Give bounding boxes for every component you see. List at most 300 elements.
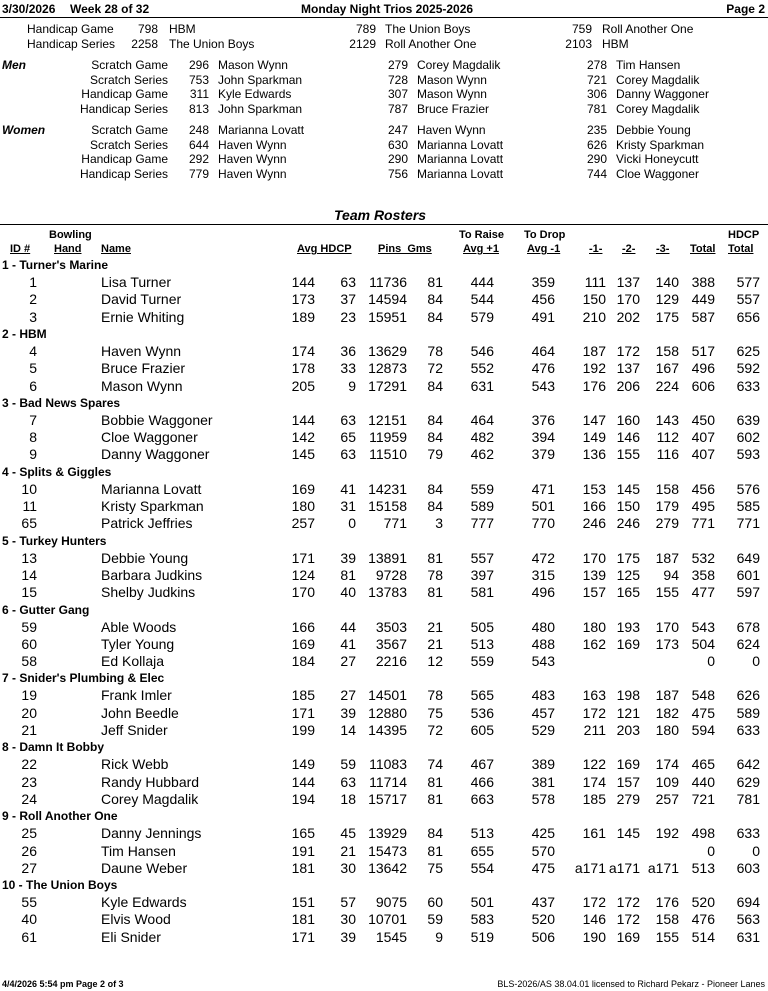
bowler-row	[0, 929, 768, 946]
game-3-score: 109	[655, 773, 679, 790]
bowler-pins: 3567	[375, 635, 407, 652]
col-game-2: -2-	[622, 243, 636, 255]
high-score-name: Marianna Lovatt	[417, 152, 504, 166]
to-drop-value: 389	[531, 756, 555, 773]
bowler-pins: 9728	[375, 566, 407, 583]
bowler-row	[0, 843, 768, 860]
bowler-row	[0, 860, 768, 877]
handicap-total: 639	[736, 411, 760, 428]
handicap-total: 0	[752, 653, 760, 670]
men-section-label: Men	[2, 58, 26, 72]
bowler-id: 24	[21, 790, 37, 807]
game-3-score: 158	[655, 911, 679, 928]
game-3-score: 192	[655, 825, 679, 842]
col-to-drop: To Drop	[524, 229, 566, 241]
series-total: 407	[691, 446, 715, 463]
col-to-raise-sub: Avg +1	[463, 243, 499, 255]
col-game-1: -1-	[589, 243, 603, 255]
to-raise-value: 581	[470, 584, 494, 601]
high-score-value: 290	[387, 152, 408, 166]
handicap-total: 563	[736, 911, 760, 928]
bowler-handicap: 63	[340, 274, 356, 290]
bowler-row	[0, 446, 768, 463]
bowler-name: Mason Wynn	[101, 377, 183, 394]
bowler-pins: 1545	[375, 928, 407, 945]
to-raise-value: 519	[470, 928, 494, 945]
handicap-total: 631	[736, 928, 760, 945]
to-raise-value: 536	[470, 704, 494, 721]
bowler-name: Danny Waggoner	[101, 446, 210, 463]
game-3-score: 279	[655, 515, 679, 532]
bowler-average: 169	[291, 480, 315, 497]
handicap-total: 557	[736, 291, 760, 308]
bowler-row	[0, 636, 768, 653]
game-1-score: 246	[582, 515, 606, 532]
col-avg-hdcp: Avg HDCP	[297, 243, 352, 255]
game-3-score: 158	[655, 342, 679, 359]
high-score-name: Roll Another One	[602, 22, 694, 36]
high-score-name: Mason Wynn	[417, 72, 487, 87]
high-score-name: Corey Magdalik	[616, 101, 700, 116]
bowler-row	[0, 515, 768, 532]
high-score-name: John Sparkman	[218, 101, 303, 116]
bowler-average: 178	[291, 360, 315, 377]
high-score-value: 278	[586, 58, 607, 72]
game-2-score: 169	[616, 635, 640, 652]
bowler-row	[0, 791, 768, 808]
bowler-pins: 9075	[375, 894, 407, 911]
bowler-pins: 13929	[368, 825, 407, 842]
high-score-label: Scratch Game	[91, 58, 168, 72]
bowler-average: 124	[291, 566, 315, 583]
bowler-average: 142	[291, 429, 315, 446]
bowler-row	[0, 584, 768, 601]
bowler-average: 189	[291, 308, 315, 325]
game-2-score: 198	[616, 687, 640, 704]
high-score-name: Corey Magdalik	[417, 58, 501, 72]
handicap-total: 597	[736, 584, 760, 601]
bowler-average: 165	[291, 825, 315, 842]
bowler-games: 9	[435, 928, 443, 945]
high-score-name: Marianna Lovatt	[417, 166, 504, 181]
bowler-id: 8	[29, 429, 37, 446]
bowler-row	[0, 309, 768, 326]
bowler-row	[0, 825, 768, 842]
high-score-value: 644	[188, 137, 209, 152]
high-score-value: 798	[137, 22, 158, 36]
bowler-row	[0, 653, 768, 670]
bowler-row	[0, 774, 768, 791]
bowler-id: 6	[29, 377, 37, 394]
bowler-id: 40	[21, 911, 37, 928]
game-3-score: 155	[655, 584, 679, 601]
game-3-score: a171	[647, 859, 679, 876]
high-score-label: Handicap Series	[79, 166, 168, 181]
game-2-score: 203	[616, 722, 640, 738]
game-1-score: 153	[582, 480, 606, 497]
bowler-games: 75	[427, 859, 443, 876]
col-id: ID #	[10, 243, 31, 255]
game-1-score: 180	[582, 618, 606, 635]
team-header: 6 - Gutter Gang	[2, 602, 90, 617]
bowler-handicap: 39	[340, 928, 356, 945]
bowler-handicap: 44	[340, 618, 356, 635]
game-3-score: 257	[655, 790, 679, 807]
series-total: 520	[691, 894, 715, 911]
to-drop-value: 425	[531, 825, 555, 842]
to-raise-value: 466	[470, 773, 494, 790]
bowler-name: Haven Wynn	[101, 342, 182, 359]
bowler-handicap: 41	[340, 635, 356, 652]
high-score-value: 290	[586, 152, 607, 166]
high-score-value: 728	[387, 72, 408, 87]
game-1-score: 147	[582, 411, 606, 428]
game-1-score: 185	[582, 790, 606, 807]
bowler-games: 84	[427, 308, 443, 325]
high-score-value: 307	[387, 87, 408, 101]
bowler-handicap: 37	[340, 291, 356, 308]
high-score-name: Debbie Young	[616, 123, 691, 137]
league-name: Monday Night Trios 2025-2026	[301, 2, 474, 16]
to-drop-value: 501	[531, 498, 555, 514]
bowler-id: 58	[21, 653, 37, 670]
to-drop-value: 475	[531, 859, 555, 876]
bowler-name: Cloe Waggoner	[101, 429, 198, 446]
bowler-id: 21	[21, 722, 37, 738]
bowler-row	[0, 894, 768, 911]
bowler-name: Jeff Snider	[101, 722, 168, 738]
bowler-pins: 11083	[369, 756, 407, 773]
bowler-handicap: 0	[348, 515, 356, 532]
women-section-label: Women	[2, 123, 46, 137]
bowler-row	[0, 378, 768, 395]
col-name: Name	[101, 243, 131, 255]
game-1-score: 139	[582, 566, 606, 583]
game-2-score: 172	[616, 911, 640, 928]
to-raise-value: 655	[470, 842, 494, 859]
high-score-name: HBM	[169, 22, 196, 36]
bowler-handicap: 23	[340, 308, 356, 325]
bowler-name: Bobbie Waggoner	[101, 411, 213, 428]
bowler-handicap: 30	[340, 859, 356, 876]
bowler-id: 55	[21, 894, 37, 911]
bowler-pins: 15473	[368, 842, 407, 859]
bowler-pins: 11736	[369, 274, 407, 290]
bowler-row	[0, 412, 768, 429]
to-drop-value: 543	[531, 653, 555, 670]
to-raise-value: 777	[470, 515, 494, 532]
bowler-games: 81	[427, 842, 443, 859]
game-1-score: 166	[582, 498, 606, 514]
bowler-games: 21	[427, 618, 443, 635]
bowler-handicap: 33	[340, 360, 356, 377]
bowler-pins: 10701	[368, 911, 407, 928]
handicap-total: 585	[736, 498, 760, 514]
bowler-handicap: 31	[340, 498, 356, 514]
bowler-games: 78	[427, 342, 443, 359]
high-score-name: Haven Wynn	[218, 152, 287, 166]
game-2-score: 165	[616, 584, 640, 601]
to-drop-value: 496	[531, 584, 555, 601]
series-total: 606	[691, 377, 715, 394]
handicap-total: 577	[736, 274, 760, 290]
bowler-average: 194	[291, 790, 315, 807]
footer-license: BLS-2026/AS 38.04.01 licensed to Richard Pekarz - Pioneer Lanes	[497, 979, 765, 989]
bowler-id: 11	[22, 498, 37, 514]
game-3-score: 94	[663, 566, 679, 583]
bowler-average: 174	[291, 342, 315, 359]
game-1-score: 187	[582, 342, 606, 359]
bowler-average: 173	[291, 291, 315, 308]
to-raise-value: 546	[470, 342, 494, 359]
handicap-total: 694	[736, 894, 760, 911]
high-score-value: 292	[188, 152, 209, 166]
game-2-score: 169	[616, 928, 640, 945]
to-drop-value: 529	[531, 722, 555, 738]
team-header: 1 - Turner's Marine	[2, 258, 108, 272]
bowler-pins: 14594	[368, 291, 407, 308]
bowler-name: Randy Hubbard	[101, 773, 200, 790]
game-3-score: 187	[655, 687, 679, 704]
bowler-games: 81	[427, 549, 443, 566]
game-1-score: 192	[582, 360, 606, 377]
bowler-handicap: 27	[340, 687, 356, 704]
to-drop-value: 483	[531, 687, 555, 704]
bowler-average: 169	[291, 635, 315, 652]
team-header: 4 - Splits & Giggles	[2, 464, 112, 479]
game-2-score: 170	[616, 291, 640, 308]
handicap-total: 626	[736, 687, 760, 704]
bowler-games: 84	[427, 377, 443, 394]
bowler-pins: 3503	[375, 618, 407, 635]
game-1-score: 190	[582, 928, 606, 945]
bowler-games: 81	[427, 773, 443, 790]
bowler-average: 199	[291, 722, 315, 738]
bowler-id: 14	[21, 566, 37, 583]
game-2-score: 172	[616, 342, 640, 359]
bowler-games: 60	[427, 894, 443, 911]
bowler-games: 84	[427, 825, 443, 842]
to-drop-value: 456	[531, 291, 555, 308]
high-score-label: Handicap Game	[27, 22, 114, 36]
handicap-total: 592	[736, 360, 760, 377]
bowler-average: 180	[291, 498, 315, 514]
high-score-value: 2103	[565, 36, 592, 51]
series-total: 388	[691, 274, 715, 290]
bowler-id: 5	[29, 360, 37, 377]
to-drop-value: 770	[531, 515, 555, 532]
game-2-score: 160	[616, 411, 640, 428]
to-raise-value: 554	[470, 859, 494, 876]
bowler-id: 19	[21, 687, 37, 704]
to-drop-value: 394	[531, 429, 555, 446]
series-total: 358	[691, 566, 715, 583]
game-2-score: 157	[616, 773, 640, 790]
game-1-score: 174	[582, 773, 606, 790]
bowler-name: Barbara Judkins	[101, 566, 203, 583]
bowler-average: 144	[291, 773, 315, 790]
high-score-name: Tim Hansen	[616, 58, 681, 72]
bowler-average: 181	[291, 911, 315, 928]
high-score-value: 296	[188, 58, 209, 72]
series-total: 407	[691, 429, 715, 446]
high-score-value: 789	[355, 22, 376, 36]
footer-timestamp: 4/4/2026 5:54 pm Page 2 of 3	[2, 979, 124, 989]
series-total: 450	[691, 411, 715, 428]
bowler-handicap: 40	[340, 584, 356, 601]
bowler-name: Daune Weber	[101, 859, 188, 876]
bowler-pins: 15158	[368, 498, 407, 514]
high-score-name: HBM	[602, 36, 629, 51]
bowler-name: Ernie Whiting	[101, 308, 185, 325]
bowler-id: 7	[29, 411, 37, 428]
bowler-handicap: 39	[340, 549, 356, 566]
bowler-handicap: 41	[340, 480, 356, 497]
high-score-label: Handicap Game	[81, 152, 168, 166]
col-game-3: -3-	[656, 243, 670, 255]
bowler-id: 1	[29, 274, 37, 290]
high-score-name: The Union Boys	[169, 36, 255, 51]
series-total: 476	[691, 911, 715, 928]
game-1-score: 163	[582, 687, 606, 704]
header-rule	[0, 17, 768, 18]
bowler-id: 61	[21, 928, 37, 945]
high-score-value: 779	[188, 166, 209, 181]
game-1-score: 111	[584, 274, 606, 290]
high-score-value: 2258	[131, 36, 158, 51]
high-score-value: 744	[586, 166, 607, 181]
game-2-score: 175	[616, 549, 640, 566]
series-total: 514	[691, 928, 715, 945]
game-3-score: 182	[655, 704, 679, 721]
handicap-total: 642	[736, 756, 760, 773]
to-drop-value: 543	[531, 377, 555, 394]
bowler-row	[0, 911, 768, 928]
game-3-score: 180	[655, 722, 679, 738]
bowler-name: Danny Jennings	[101, 825, 202, 842]
bowler-pins: 13783	[368, 584, 407, 601]
series-total: 475	[691, 704, 715, 721]
roster-title-rule	[0, 224, 768, 225]
game-3-score: 112	[656, 429, 679, 446]
to-raise-value: 467	[470, 756, 494, 773]
game-2-score: 169	[616, 756, 640, 773]
bowler-average: 181	[291, 859, 315, 876]
to-drop-value: 570	[531, 842, 555, 859]
game-1-score: 170	[582, 549, 606, 566]
game-2-score: 155	[616, 446, 640, 463]
high-score-name: Haven Wynn	[218, 137, 287, 152]
to-raise-value: 605	[470, 722, 494, 738]
game-2-score: 145	[616, 480, 640, 497]
series-total: 498	[691, 825, 715, 842]
high-score-value: 756	[387, 166, 408, 181]
series-total: 456	[691, 480, 715, 497]
game-3-score: 187	[655, 549, 679, 566]
handicap-total: 771	[736, 515, 760, 532]
handicap-total: 678	[736, 618, 760, 635]
game-3-score: 176	[655, 894, 679, 911]
handicap-total: 601	[736, 566, 760, 583]
to-drop-value: 480	[531, 618, 555, 635]
series-total: 543	[691, 618, 715, 635]
bowler-handicap: 21	[340, 842, 356, 859]
bowler-name: Lisa Turner	[101, 274, 172, 290]
bowler-handicap: 81	[340, 566, 356, 583]
game-3-score: 155	[655, 928, 679, 945]
bowler-row	[0, 498, 768, 515]
high-score-name: Haven Wynn	[417, 123, 486, 137]
bowler-pins: 771	[383, 515, 407, 532]
bowler-pins: 12880	[368, 704, 407, 721]
bowler-games: 75	[427, 704, 443, 721]
game-2-score: 145	[616, 825, 640, 842]
to-raise-value: 501	[470, 894, 494, 911]
game-2-score: 137	[616, 360, 640, 377]
bowler-row	[0, 619, 768, 636]
bowler-handicap: 63	[340, 411, 356, 428]
game-1-score: 210	[582, 308, 606, 325]
bowler-id: 2	[29, 291, 37, 308]
bowler-id: 22	[21, 756, 37, 773]
report-date: 3/30/2026	[2, 2, 56, 16]
bowler-games: 72	[427, 360, 443, 377]
high-score-label: Scratch Series	[89, 72, 168, 87]
handicap-total: 624	[736, 635, 760, 652]
handicap-total: 602	[736, 429, 760, 446]
bowler-handicap: 30	[340, 911, 356, 928]
to-drop-value: 506	[531, 928, 555, 945]
bowler-id: 65	[21, 515, 37, 532]
bowler-pins: 13891	[368, 549, 407, 566]
to-drop-value: 381	[531, 773, 555, 790]
high-score-name: Kristy Sparkman	[616, 137, 705, 152]
bowler-name: Shelby Judkins	[101, 584, 196, 601]
col-bowling: Bowling	[49, 229, 92, 241]
game-2-score: 206	[616, 377, 640, 394]
bowler-pins: 15951	[368, 308, 407, 325]
high-score-value: 311	[189, 87, 209, 101]
bowler-name: Kristy Sparkman	[101, 498, 204, 514]
col-hdcp: HDCP	[728, 229, 760, 241]
game-1-score: 172	[582, 704, 606, 721]
game-3-score: 170	[655, 618, 679, 635]
handicap-total: 633	[736, 825, 760, 842]
team-header: 10 - The Union Boys	[2, 878, 118, 893]
to-raise-value: 513	[470, 825, 494, 842]
to-drop-value: 376	[531, 411, 555, 428]
high-score-value: 626	[586, 137, 607, 152]
bowler-row	[0, 567, 768, 584]
handicap-total: 633	[736, 377, 760, 394]
col-hand: Hand	[54, 243, 82, 255]
high-score-value: 235	[586, 123, 607, 137]
high-score-label: Handicap Series	[27, 36, 116, 51]
series-total: 532	[691, 549, 715, 566]
game-2-score: a171	[608, 859, 640, 876]
high-score-name: Danny Waggoner	[616, 87, 709, 101]
game-3-score: 140	[655, 274, 679, 290]
series-total: 496	[691, 360, 715, 377]
series-total: 517	[691, 342, 715, 359]
handicap-total: 629	[736, 773, 760, 790]
game-3-score: 179	[655, 498, 679, 514]
bowler-average: 171	[291, 549, 315, 566]
bowler-name: John Beedle	[101, 704, 179, 721]
game-2-score: 172	[616, 894, 640, 911]
game-3-score: 158	[655, 480, 679, 497]
game-3-score: 224	[655, 377, 679, 394]
